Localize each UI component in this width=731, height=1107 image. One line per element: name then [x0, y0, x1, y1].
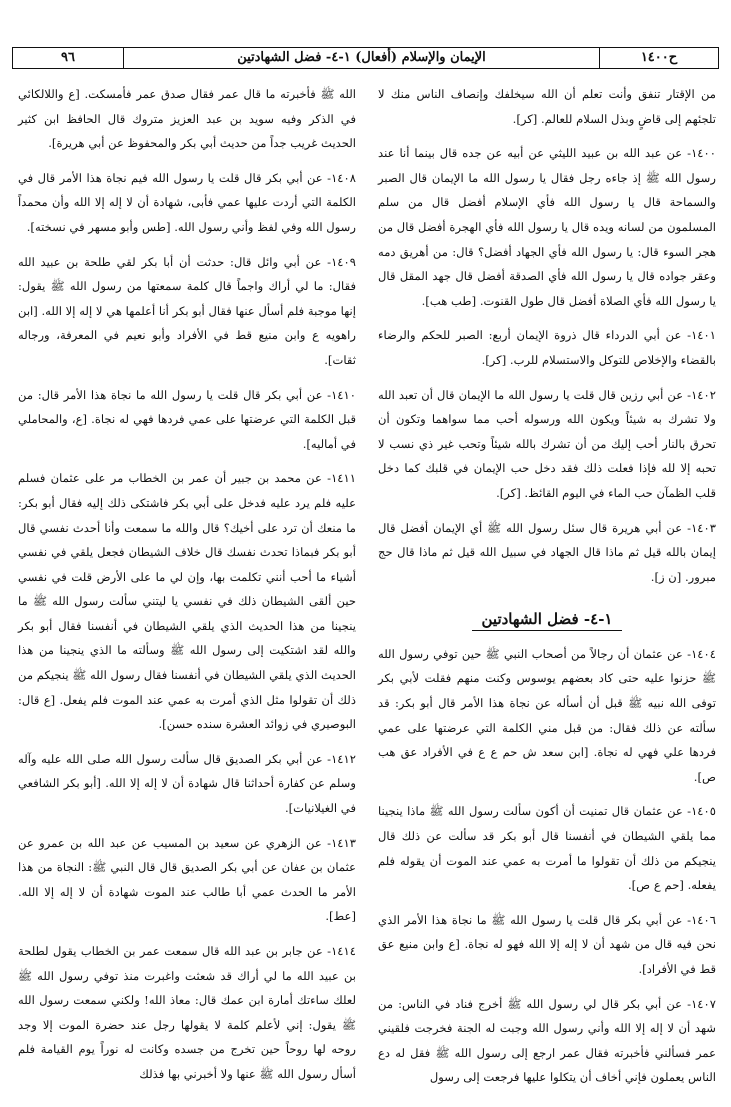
right-column	[378, 82, 716, 1094]
hadith-1402: ١٤٠٢- عن أبي رزين قال قلت يا رسول الله ما الإيمان قال أن تعبد الله ولا تشرك به شيئاً ويكون الله ورسوله أحب مما سواهما وتكون أن تحرق بالنار أحب إليك من أن تشرك بالله شيئاً وتحب غير ذي نسب لا تحبه إلا لله فإذا فعلت ذلك فقد دخل حب الإيمان في قلبك كما دخل قلب الظمآن حب الماء في اليوم القائظ. [كر].	[378, 387, 716, 500]
hadith-1401: ١٤٠١- عن أبي الدرداء قال ذروة الإيمان أربع: الصبر للحكم والرضاء بالقضاء والإخلاص للتوكل والاستسلام للرب. [كر].	[378, 328, 716, 367]
hadith-1411: ١٤١١- عن محمد بن جبير أن عمر بن الخطاب مر على عثمان فسلم عليه فلم يرد عليه فدخل على أبي بكر فاشتكى ذلك إليه فقال أبو بكر: ما منعك أن ترد على أخيك؟ قال والله ما سمعت وأنا أحدث نفسي قال أبو بكر فبماذا تحدث نفسك قال خلاف الشيطان فجعل يلقي في نفسي أشياء ما أحب أنني تكلمت بها، وإن لي ما على الأرض قلت في نفسي حين ألقى الشيطان ذلك في نفسي يا ليتني سألت رسول الله ﷺ ما ينجينا من هذا الحديث الذي يلقي الشيطان في أنفسنا فقال أبو بكر والله لقد اشتكيت إلى رسول الله ﷺ وسألته ما الذي ينجينا من هذا الحديث الذي يلقي الشيطان في أنفسنا فقال رسول الله ﷺ ينجيكم من ذلك أن تقولوا مثل الذي أمرت به عمي عند الموت فلم يفعل. [ع قال: البوصيري في زوائد العشرة سنده حسن].	[18, 471, 356, 732]
left-column	[18, 82, 356, 1091]
page-header	[12, 47, 719, 69]
hadith-1404: ١٤٠٤- عن عثمان أن رجالاً من أصحاب النبي ﷺ حين توفي رسول الله ﷺ حزنوا عليه حتى كاد بعضهم يوسوس وكنت منهم فقلت لأبي بكر توفى الله نبيه ﷺ قبل أن أسأله عن نجاة هذا الأمر قال أبو بكر: قد سألته عن ذلك فقال: من قبل مني الكلمة التي عرضتها على عمي فردها علي فهي له نجاة. [ابن سعد ش حم ع ع في الأفراد عق هب ص].	[378, 646, 716, 784]
section-heading-text: ١-٤- فضل الشهادتين	[472, 610, 623, 631]
hadith-1409: ١٤٠٩- عن أبي وائل قال: حدثت أن أبا بكر لقي طلحة بن عبيد الله فقال: ما لي أراك واجماً قال كلمة سمعتها من رسول الله ﷺ يقول: إنها موجبة فلم أسأل عنها فقال أبو بكر أنا أعلمها هي لا إله إلا الله. [ابن راهويه ع وابن منيع قط في الأفراد وأبو نعيم في المعرفة، ورجاله ثقات].	[18, 254, 356, 367]
hadith-1406: ١٤٠٦- عن أبي بكر قال قلت يا رسول الله ﷺ ما نجاة هذا الأمر الذي نحن فيه قال من شهد أن لا إله إلا الله فهو له نجاة. [ع وابن منيع عق قط في الأفراد].	[378, 912, 716, 976]
hadith-1405: ١٤٠٥- عن عثمان قال تمنيت أن أكون سألت رسول الله ﷺ ماذا ينجينا مما يلقي الشيطان في أنفسنا قال أبو بكر قد سألت عن ذلك قال ينجيكم من ذلك أن تقولوا ما أمرت به عمي عند الموت أن يقوله فلم يفعله. [حم ع ص].	[378, 804, 716, 893]
chapter-title: الإيمان والإسلام (أفعال) ١-٤- فضل الشهادتين	[237, 50, 486, 65]
paragraph: من الإقتار تنفق وأنت تعلم أن الله سيخلفك وإنصاف الناس منك لا تلجئهم إلى قاضٍ وبذل السلام للعالم. [كر].	[378, 87, 716, 126]
hadith-1400: ١٤٠٠- عن عبد الله بن عبيد الليثي عن أبيه عن جده قال بينما أنا عند رسول الله ﷺ إذ جاءه رجل فقال يا رسول الله ما الإيمان قال الصبر والسماحة قال يا رسول الله فأي الإسلام أفضل قال من سلم المسلمون من لسانه ويده قال يا رسول الله فأي الهجرة أفضل قال من هجر السوء قال: يا رسول الله فأي الجهاد أفضل؟ قال: من أهريق دمه وعقر جواده قال يا رسول الله فأي الصدقة أفضل قال جهد المقل قال يا رسول الله فأي الصلاة أفضل قال طول القنوت. [طب هب].	[378, 146, 716, 308]
hadith-1403: ١٤٠٣- عن أبي هريرة قال سئل رسول الله ﷺ أي الإيمان أفضل قال إيمان بالله قيل ثم ماذا قال الجهاد في سبيل الله قيل ثم ماذا قال حج مبرور. [ن ز].	[378, 520, 716, 584]
hadith-1408: ١٤٠٨- عن أبي بكر قال قلت يا رسول الله فيم نجاة هذا الأمر قال في الكلمة التي أردت عليها عمي فأبى، شهادة أن لا إله إلا الله وأن محمداً رسول الله وفي لفظ وأني رسول الله. [طس وأبو مسهر في نسخته].	[18, 170, 356, 234]
hadith-1410: ١٤١٠- عن أبي بكر قال قلت يا رسول الله ما نجاة هذا الأمر قال: من قبل الكلمة التي عرضتها على عمي فردها فهي له نجاة. [ع، والمحاملي في أماليه].	[18, 387, 356, 451]
hadith-range: ح١٤٠٠	[599, 48, 718, 68]
section-heading	[378, 607, 716, 632]
page-number: ٩٦	[13, 48, 124, 68]
hadith-1413: ١٤١٣- عن الزهري عن سعيد بن المسيب عن عبد الله بن عمرو عن عثمان بن عفان عن أبي بكر الصديق قال قال النبي ﷺ: النجاة من هذا الأمر ما الحدث عمي أبا طالب عند الموت شهادة أن لا إله إلا الله. [عط].	[18, 835, 356, 924]
hadith-1407: ١٤٠٧- عن أبي بكر قال لي رسول الله ﷺ أخرج فناد في الناس: من شهد أن لا إله إلا الله وأني رسول الله وجبت له الجنة فخرجت فلقيني عمر فسألني فأخبرته فقال عمر ارجع إلى رسول الله ﷺ فقل له دع الناس يعملون فإني أخاف أن يتكلوا عليها فرجعت إلى رسول	[378, 996, 716, 1085]
hadith-1412: ١٤١٢- عن أبي بكر الصديق قال سألت رسول الله صلى الله عليه وآله وسلم عن كفارة أحداثنا قال شهادة أن لا إله إلا الله. [أبو بكر الشافعي في الغيلانيات].	[18, 751, 356, 816]
paragraph: الله ﷺ فأخبرته ما قال عمر فقال صدق عمر فأمسكت. [ع واللالكائي في الذكر وفيه سويد بن عبد العزيز متروك قال الحافظ ابن كثير الحديث غريب جداً من حديث أبي بكر والمحفوظ عن أبي هريرة].	[18, 87, 356, 151]
hadith-1414: ١٤١٤- عن جابر بن عبد الله قال سمعت عمر بن الخطاب يقول لطلحة بن عبيد الله ما لي أراك قد شعثت واغبرت منذ توفي رسول الله ﷺ لعلك ساءتك أمارة ابن عمك قال: معاذ الله! ولكني سمعت رسول الله ﷺ يقول: إني لأعلم كلمة لا يقولها رجل عند حضرة الموت إلا وجد روحه لها روحاً حين تخرج من جسده وكانت له نوراً يوم القيامة فلم أسأل رسول الله ﷺ عنها ولا أخبرني بها فذلك	[18, 944, 356, 1081]
